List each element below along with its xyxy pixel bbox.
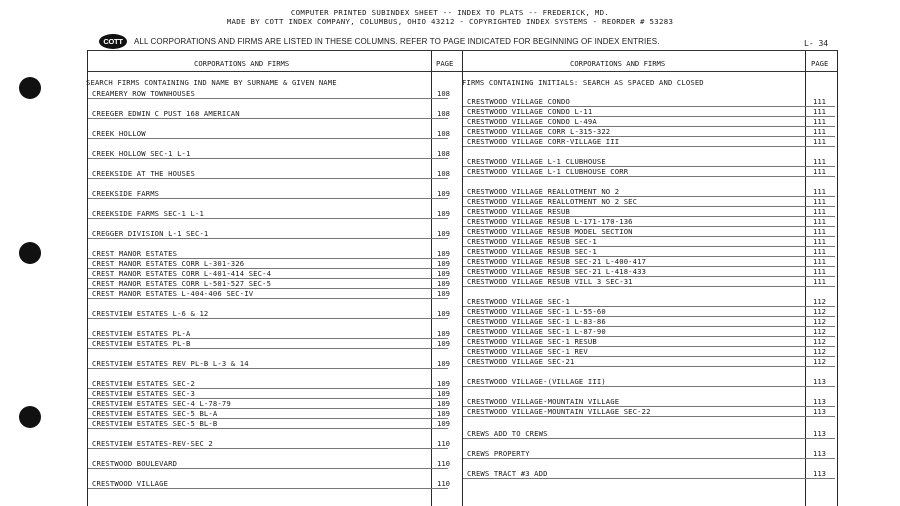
left-entry-name: CRESTVIEW ESTATES L-6 & 12 (92, 309, 209, 318)
left-entry-name: CREEKSIDE FARMS SEC-1 L-1 (92, 209, 204, 218)
left-entry-name: CREEKSIDE AT THE HOUSES (92, 169, 195, 178)
left-search-note: SEARCH FIRMS CONTAINING IND NAME BY SURNAME & GIVEN NAME (86, 78, 337, 87)
right-entry-name: CRESTWOOD VILLAGE-(VILLAGE III) (467, 377, 606, 386)
right-entry-rule (463, 478, 835, 479)
left-entry-rule (88, 158, 448, 159)
left-entry-name: CREST MANOR ESTATES CORR L-301-326 (92, 259, 245, 268)
right-entry-page: 112 (813, 337, 826, 346)
left-entry-name: CREST MANOR ESTATES CORR L-501-527 SEC-5 (92, 279, 272, 288)
header-line-1: COMPUTER PRINTED SUBINDEX SHEET -- INDEX TO PLATS -- FREDERICK, MD. (290, 8, 610, 17)
left-entry-rule (88, 368, 448, 369)
right-column-header: CORPORATIONS AND FIRMS (570, 59, 666, 68)
left-entry-name: CREST MANOR ESTATES L-404-406 SEC-IV (92, 289, 254, 298)
left-entry-page: 109 (437, 259, 450, 268)
right-entry-page: 111 (813, 277, 826, 286)
right-entry-page: 111 (813, 117, 826, 126)
right-search-note: FIRMS CONTAINING INITIALS: SEARCH AS SPACED AND CLOSED (462, 78, 704, 87)
left-entry-page: 109 (437, 379, 450, 388)
right-entry-name: CRESTWOOD VILLAGE RESUB SEC-21 L-400-417 (467, 257, 647, 266)
right-entry-name: CRESTWOOD VILLAGE CONDO L-11 (467, 107, 593, 116)
right-entry-page: 112 (813, 317, 826, 326)
right-entry-page: 111 (813, 217, 826, 226)
right-entry-page: 111 (813, 187, 826, 196)
left-entry-rule (88, 428, 448, 429)
right-entry-rule (463, 458, 835, 459)
left-entry-page: 109 (437, 269, 450, 278)
right-entry-name: CRESTWOOD VILLAGE RESUB SEC-1 (467, 237, 597, 246)
left-entry-name: CRESTVIEW ESTATES PL-A (92, 329, 191, 338)
left-entry-rule (88, 448, 448, 449)
binder-hole-bottom (19, 406, 41, 428)
left-entry-rule (88, 238, 448, 239)
left-entry-page: 108 (437, 89, 450, 98)
right-entry-name: CRESTWOOD VILLAGE RESUB VILL 3 SEC-31 (467, 277, 633, 286)
right-entry-name: CRESTWOOD VILLAGE REALLOTMENT NO 2 SEC (467, 197, 638, 206)
left-entry-name: CRESTVIEW ESTATES REV PL-B L-3 & 14 (92, 359, 249, 368)
left-entry-page: 109 (437, 209, 450, 218)
right-entry-page: 113 (813, 449, 826, 458)
right-entry-page: 111 (813, 157, 826, 166)
left-entry-name: CREEGER EDWIN C PUST 168 AMERICAN (92, 109, 240, 118)
right-entry-name: CREWS ADD TO CREWS (467, 429, 548, 438)
right-entry-page: 113 (813, 397, 826, 406)
cott-logo: COTT (99, 34, 127, 49)
left-entry-name: CRESTWOOD VILLAGE (92, 479, 169, 488)
right-entry-page: 111 (813, 137, 826, 146)
left-entry-rule (88, 138, 448, 139)
right-entry-name: CREWS PROPERTY (467, 449, 530, 458)
right-entry-name: CRESTWOOD VILLAGE L-1 CLUBHOUSE CORR (467, 167, 629, 176)
right-entry-page: 112 (813, 347, 826, 356)
left-entry-page: 108 (437, 129, 450, 138)
left-entry-page: 109 (437, 229, 450, 238)
right-entry-name: CRESTWOOD VILLAGE SEC-1 (467, 297, 570, 306)
left-entry-page: 109 (437, 189, 450, 198)
right-entry-page: 112 (813, 327, 826, 336)
header-line-2: MADE BY COTT INDEX COMPANY, COLUMBUS, OHIO 43212 - COPYRIGHTED INDEX SYSTEMS - REORDER # 53283 (226, 17, 674, 26)
binder-hole-middle (19, 242, 41, 264)
left-entry-rule (88, 348, 448, 349)
left-entry-page: 109 (437, 289, 450, 298)
right-entry-page: 113 (813, 407, 826, 416)
left-entry-name: CREEK HOLLOW SEC-1 L-1 (92, 149, 191, 158)
left-entry-rule (88, 298, 448, 299)
left-entry-page: 108 (437, 109, 450, 118)
left-entry-rule (88, 198, 448, 199)
right-entry-name: CRESTWOOD VILLAGE-MOUNTAIN VILLAGE SEC-22 (467, 407, 651, 416)
right-entry-name: CREWS TRACT #3 ADD (467, 469, 548, 478)
right-entry-rule (463, 416, 835, 417)
right-entry-name: CRESTWOOD VILLAGE CONDO L-49A (467, 117, 597, 126)
right-entry-page: 111 (813, 267, 826, 276)
left-entry-name: CRESTVIEW ESTATES SEC-5 BL-A (92, 409, 218, 418)
left-entry-name: CRESTVIEW ESTATES SEC-3 (92, 389, 195, 398)
right-entry-page: 113 (813, 469, 826, 478)
left-entry-page: 108 (437, 169, 450, 178)
right-entry-name: CRESTWOOD VILLAGE SEC-1 RESUB (467, 337, 597, 346)
right-entry-page: 111 (813, 167, 826, 176)
right-entry-rule (463, 146, 835, 147)
left-column-header: CORPORATIONS AND FIRMS (194, 59, 290, 68)
left-entry-rule (88, 218, 448, 219)
left-entry-rule (88, 118, 448, 119)
left-entry-name: CREAMERY ROW TOWNHOUSES (92, 89, 195, 98)
right-entry-name: CRESTWOOD VILLAGE RESUB MODEL SECTION (467, 227, 633, 236)
left-entry-rule (88, 98, 448, 99)
left-entry-rule (88, 318, 448, 319)
right-entry-page: 111 (813, 107, 826, 116)
right-entry-name: CRESTWOOD VILLAGE CONDO (467, 97, 570, 106)
right-entry-name: CRESTWOOD VILLAGE SEC-1 REV (467, 347, 588, 356)
right-entry-name: CRESTWOOD VILLAGE SEC-1 L-83-86 (467, 317, 606, 326)
left-entry-rule (88, 178, 448, 179)
right-entry-page: 112 (813, 357, 826, 366)
right-entry-page: 112 (813, 297, 826, 306)
left-entry-page: 109 (437, 389, 450, 398)
right-entry-page: 113 (813, 377, 826, 386)
right-margin-rule (837, 50, 838, 506)
right-entry-page: 111 (813, 207, 826, 216)
left-entry-rule (88, 468, 448, 469)
right-entry-page: 112 (813, 307, 826, 316)
right-entry-page: 111 (813, 247, 826, 256)
left-entry-page: 109 (437, 359, 450, 368)
left-entry-name: CREGGER DIVISION L-1 SEC-1 (92, 229, 209, 238)
right-entry-page: 111 (813, 227, 826, 236)
right-entry-name: CRESTWOOD VILLAGE CORR-VILLAGE III (467, 137, 620, 146)
right-entry-name: CRESTWOOD VILLAGE RESUB L-171-170-136 (467, 217, 633, 226)
left-entry-name: CRESTWOOD BOULEVARD (92, 459, 178, 468)
left-entry-name: CREST MANOR ESTATES CORR L-401-414 SEC-4 (92, 269, 272, 278)
right-entry-page: 111 (813, 97, 826, 106)
left-entry-page: 109 (437, 279, 450, 288)
right-entry-rule (463, 438, 835, 439)
right-entry-rule (463, 386, 835, 387)
binder-hole-top (19, 77, 41, 99)
left-entry-name: CRESTVIEW ESTATES PL-B (92, 339, 191, 348)
right-entry-name: CRESTWOOD VILLAGE RESUB SEC-21 L-418-433 (467, 267, 647, 276)
left-entry-page: 108 (437, 149, 450, 158)
left-entry-page: 109 (437, 249, 450, 258)
left-page-header: PAGE (436, 59, 454, 68)
right-entry-name: CRESTWOOD VILLAGE RESUB (467, 207, 570, 216)
right-entry-name: CRESTWOOD VILLAGE SEC-1 L-87-90 (467, 327, 606, 336)
right-entry-name: CRESTWOOD VILLAGE SEC-1 L-55-60 (467, 307, 606, 316)
right-entry-rule (463, 176, 835, 177)
notice-text: ALL CORPORATIONS AND FIRMS ARE LISTED IN THESE COLUMNS. REFER TO PAGE INDICATED FOR BEGINNING OF INDEX ENTRIES. (134, 36, 660, 46)
left-entry-page: 110 (437, 479, 450, 488)
right-entry-name: CRESTWOOD VILLAGE RESUB SEC-1 (467, 247, 597, 256)
right-page-header: PAGE (811, 59, 829, 68)
right-entry-page: 111 (813, 197, 826, 206)
left-entry-name: CRESTVIEW ESTATES SEC-4 L-78-79 (92, 399, 231, 408)
sheet-reference: L- 34 (804, 39, 829, 48)
right-entry-name: CRESTWOOD VILLAGE-MOUNTAIN VILLAGE (467, 397, 620, 406)
right-entry-name: CRESTWOOD VILLAGE CORR L-315-322 (467, 127, 611, 136)
left-entry-name: CRESTVIEW ESTATES SEC-5 BL-B (92, 419, 218, 428)
left-entry-page: 109 (437, 409, 450, 418)
left-entry-page: 109 (437, 399, 450, 408)
right-entry-page: 111 (813, 127, 826, 136)
left-entry-page: 109 (437, 309, 450, 318)
right-entry-name: CRESTWOOD VILLAGE REALLOTMENT NO 2 (467, 187, 620, 196)
left-entry-rule (88, 488, 448, 489)
left-entry-page: 109 (437, 329, 450, 338)
right-entry-rule (463, 366, 835, 367)
left-entry-page: 110 (437, 459, 450, 468)
left-entry-name: CREEKSIDE FARMS (92, 189, 160, 198)
left-entry-name: CREEK HOLLOW (92, 129, 146, 138)
left-entry-name: CREST MANOR ESTATES (92, 249, 178, 258)
right-entry-name: CRESTWOOD VILLAGE L-1 CLUBHOUSE (467, 157, 606, 166)
right-entry-page: 111 (813, 237, 826, 246)
right-entry-page: 113 (813, 429, 826, 438)
left-entry-name: CRESTVIEW ESTATES SEC-2 (92, 379, 195, 388)
right-entry-page: 111 (813, 257, 826, 266)
right-entry-name: CRESTWOOD VILLAGE SEC-21 (467, 357, 575, 366)
left-entry-page: 109 (437, 339, 450, 348)
left-entry-name: CRESTVIEW ESTATES-REV-SEC 2 (92, 439, 213, 448)
left-entry-page: 109 (437, 419, 450, 428)
right-entry-rule (463, 286, 835, 287)
notice-banner (99, 33, 660, 49)
left-entry-page: 110 (437, 439, 450, 448)
